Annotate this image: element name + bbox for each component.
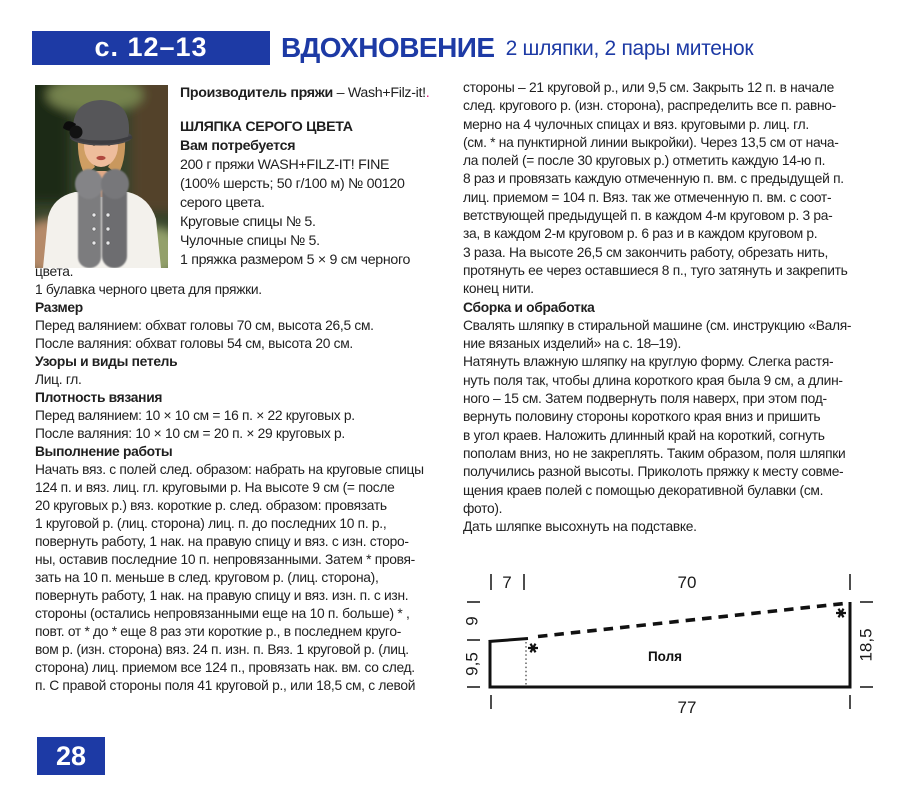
text-line: цвета. — [35, 264, 74, 279]
text-line: серого цвета. — [180, 195, 265, 211]
text-line: 1 круговой р. (лиц. сторона) лиц. п. до последних 10 п. р., — [35, 516, 387, 531]
photo-illustration — [35, 85, 168, 268]
text-line: след. кругового р. (изн. сторона), распределить все п. равно- — [463, 98, 836, 114]
dim-left-lower: 9,5 — [462, 652, 482, 676]
text-line: за, в каждом 2-м круговом р. 6 раз и в каждом круговом р. — [463, 226, 818, 242]
star-marker-left — [528, 644, 538, 653]
text-line: в угол краев. Наложить длинный край на короткий, согнуть — [463, 427, 825, 443]
fold-dashed-line — [538, 603, 849, 637]
page-title: ВДОХНОВЕНИЕ — [281, 32, 495, 63]
photo-woman-gray-hat — [35, 85, 168, 268]
text-line: 20 круговых р.) вяз. короткие р. след. образом: провязать — [35, 498, 387, 513]
text-line: Размер — [35, 300, 83, 315]
dim-top-right: 70 — [677, 573, 697, 592]
text-line: 8 раз и провязать каждую отмеченную п. вм. с предыдущей п. — [463, 171, 844, 187]
text-line: вернуть половину стороны короткого края вниз и пришить — [463, 409, 821, 425]
text-line: лиц. приемом = 104 п. Вяз. так же отмеченную п. вм. с соот- — [463, 189, 832, 205]
page-number-badge: 28 — [37, 737, 105, 775]
text-line: Перед валянием: 10 × 10 см = 16 п. × 22 круговых р. — [35, 408, 355, 423]
yarn-manufacturer-label: Производитель пряжи — [180, 85, 333, 101]
text-line: конец нити. — [463, 281, 534, 297]
text-line: Перед валянием: обхват головы 70 см, высота 26,5 см. — [35, 318, 374, 333]
text-line: повт. от * до * еще 8 раз эти короткие р., в последнем круго- — [35, 624, 402, 639]
text-line: стороны (остались непровязанными еще на 10 п. больше) * , — [35, 606, 410, 621]
text-line: Вам потребуется — [180, 138, 296, 154]
text-line: Узоры и виды петель — [35, 354, 178, 369]
star-marker-right — [836, 609, 846, 618]
schematic-area-label: Поля — [647, 649, 683, 664]
materials-block — [180, 118, 455, 270]
text-line: 1 пряжка размером 5 × 9 см черного — [180, 252, 411, 268]
text-line: мерно на 4 чулочных спицах и вяз. круговыми р. лиц. гл. — [463, 116, 809, 132]
text-line: фото). — [463, 500, 503, 516]
schematic-drawing — [460, 560, 880, 750]
text-line: (см. * на пунктирной линии выкройки). Через 13,5 см от нача- — [463, 134, 839, 150]
text-line: Выполнение работы — [35, 444, 173, 459]
page-header — [32, 31, 753, 65]
text-line: После валяния: 10 × 10 см = 20 п. × 29 круговых р. — [35, 426, 345, 441]
text-line: ны, оставив последние 10 п. непровязанными. Затем * провя- — [35, 552, 415, 567]
text-line: Круговые спицы № 5. — [180, 214, 316, 230]
text-line: ние вязаных изделий» на с. 18–19). — [463, 336, 681, 352]
text-line: Свалять шляпку в стиральной машине (см. инструкцию «Валя- — [463, 317, 852, 333]
text-line: ла полей (= после 30 круговых р.) отметить каждую 14-ю п. — [463, 153, 826, 169]
text-line: пополам вниз, но не закреплять. Таким образом, поля шляпки — [463, 445, 846, 461]
text-line: повернуть работу, 1 нак. на правую спицу и вяз. изн. п. с изн. — [35, 588, 409, 603]
text-line: сторона) лиц. приемом все 124 п., провязать нак. вм. со след. — [35, 660, 415, 675]
page-subtitle: 2 шляпки, 2 пары митенок — [505, 37, 754, 60]
dim-bottom: 77 — [677, 698, 697, 717]
text-line: 200 г пряжи WASH+FILZ-IT! FINE — [180, 157, 390, 173]
text-line: щения краев полей с помощью декоративной булавки (см. — [463, 482, 824, 498]
yarn-manufacturer-line — [180, 84, 429, 103]
right-column-text — [463, 79, 881, 536]
yarn-manufacturer-suffix: . — [425, 85, 430, 101]
text-line: 3 раза. На высоте 26,5 см закончить работу, обрезать нить, — [463, 244, 828, 260]
dim-left-upper: 9 — [462, 616, 482, 626]
text-line: Лиц. гл. — [35, 372, 82, 387]
dim-top-left: 7 — [502, 573, 512, 592]
text-line: Сборка и обработка — [463, 299, 595, 315]
page-ref-badge: с. 12–13 — [32, 31, 270, 65]
text-line: нуть поля так, чтобы длина короткого края была 9 см, а длин- — [463, 372, 843, 388]
text-line: стороны – 21 круговой р., или 9,5 см. Закрыть 12 п. в начале — [463, 80, 834, 95]
text-line: п. С правой стороны поля 41 круговой р., или 18,5 см, с левой — [35, 678, 416, 693]
text-line: Чулочные спицы № 5. — [180, 233, 320, 249]
text-line: Дать шляпке высохнуть на подставке. — [463, 519, 697, 535]
text-line: После валяния: обхват головы 54 см, высота 20 см. — [35, 336, 353, 351]
yarn-manufacturer-value: – Wash+Filz-it! — [332, 85, 426, 101]
left-column-text — [35, 263, 453, 695]
text-line: ШЛЯПКА СЕРОГО ЦВЕТА — [180, 119, 353, 135]
text-line: получились разной высоты. Приколоть пряжку к месту совме- — [463, 464, 844, 480]
text-line: ного – 15 см. Затем подвернуть поля наверх, при этом под- — [463, 391, 827, 407]
text-line: вом р. (изн. сторона) вяз. 24 п. изн. п. Вяз. 1 круговой р. (лиц. — [35, 642, 409, 657]
text-line: Начать вяз. с полей след. образом: набрать на круговые спицы — [35, 462, 424, 477]
text-line: Натянуть влажную шляпку на круглую форму. Слегка растя- — [463, 354, 834, 370]
text-line: повернуть работу, 1 нак. на правую спицу и вяз. с изн. сторо- — [35, 534, 409, 549]
text-line: 124 п. и вяз. лиц. гл. круговыми р. На высоте 9 см (= после — [35, 480, 395, 495]
dim-right: 18,5 — [856, 628, 876, 662]
text-line: 1 булавка черного цвета для пряжки. — [35, 282, 262, 297]
pattern-schematic — [460, 560, 880, 750]
text-line: протянуть ее через оставшиеся 8 п., туго затянуть и закрепить — [463, 262, 848, 278]
text-line: ветствующей предыдущей п. в каждом 4-м круговом р. 3 ра- — [463, 208, 833, 224]
text-line: (100% шерсть; 50 г/100 м) № 00120 — [180, 176, 405, 192]
text-line: зать на 10 п. меньше в след. круговом р. (лиц. сторона), — [35, 570, 379, 585]
text-line: Плотность вязания — [35, 390, 163, 405]
